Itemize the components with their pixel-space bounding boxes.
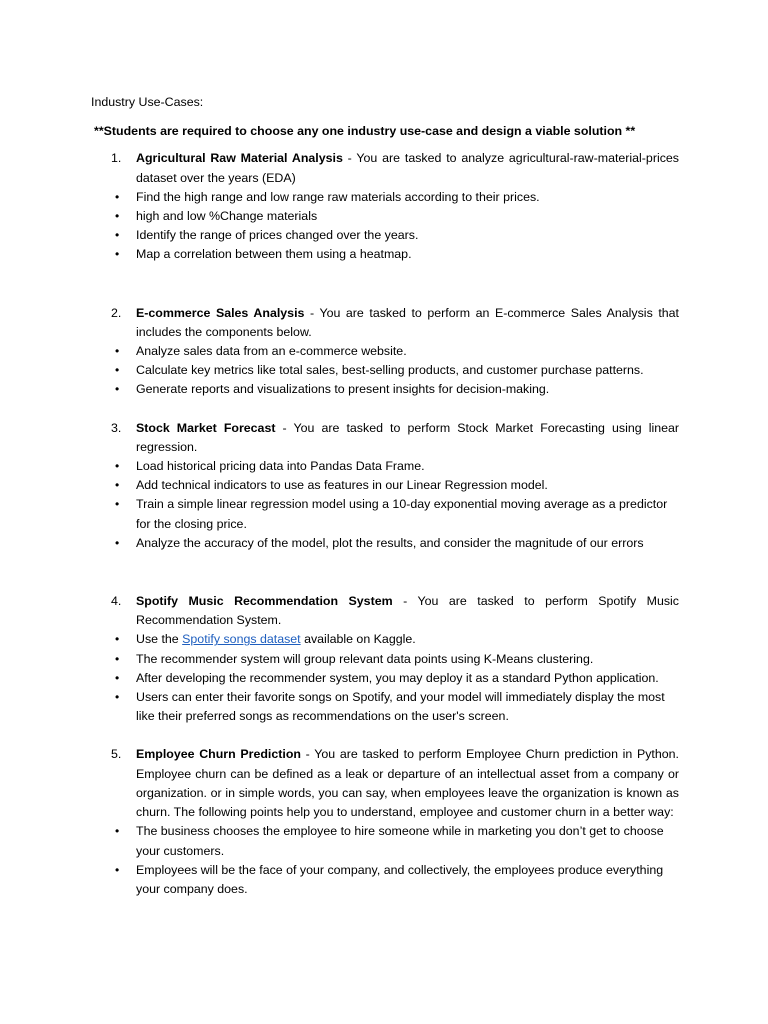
use-case-2-header	[91, 304, 679, 342]
use-case-3-bullets	[91, 457, 679, 553]
list-item	[91, 534, 679, 553]
bullet-text: Train a simple linear regression model using a 10-day exponential moving average as a predictor for the closing price.	[136, 497, 668, 531]
bullet-icon: •	[115, 363, 120, 378]
list-item	[91, 380, 679, 399]
use-case-number: 2.	[111, 305, 122, 320]
list-item	[91, 226, 679, 245]
use-case-title: Stock Market Forecast	[136, 420, 276, 435]
list-item	[91, 361, 679, 380]
bullet-icon: •	[115, 459, 120, 474]
use-case-title: Agricultural Raw Material Analysis	[136, 151, 343, 166]
use-case-2-bullets	[91, 342, 679, 400]
list-item	[91, 342, 679, 361]
use-case-1-bullets	[91, 188, 679, 265]
bullet-icon: •	[115, 189, 120, 204]
bullet-icon: •	[115, 824, 120, 839]
document-content	[91, 93, 679, 899]
use-case-2	[91, 304, 679, 400]
use-case-5-bullets	[91, 822, 679, 899]
bullet-text	[136, 630, 679, 649]
bullet-icon: •	[115, 382, 120, 397]
bullet-text: The business chooses the employee to hire someone while in marketing you don’t get to choose your customers.	[136, 824, 664, 858]
use-case-1-header	[91, 149, 679, 187]
use-case-5-text	[136, 745, 679, 822]
use-case-5-header	[91, 745, 679, 822]
bullet-icon: •	[115, 632, 120, 647]
list-item	[91, 669, 679, 688]
bullet-text: Add technical indicators to use as features in our Linear Regression model.	[136, 478, 548, 493]
page-heading: Industry Use-Cases:	[91, 95, 204, 109]
use-case-3-text	[136, 419, 679, 457]
list-item	[91, 188, 679, 207]
list-item	[91, 476, 679, 495]
bullet-suffix: available on Kaggle.	[300, 632, 416, 647]
use-case-description: - You are tasked to perform an E-commerce Sales Analysis that includes the components below.	[136, 305, 679, 339]
bullet-prefix: Use the	[136, 632, 183, 647]
instruction-text: **Students are required to choose any one industry use-case and design a viable solution **	[94, 124, 636, 139]
bullet-icon: •	[115, 862, 120, 877]
bullet-icon: •	[115, 478, 120, 493]
spacer	[91, 553, 679, 592]
use-case-number: 1.	[111, 151, 122, 166]
bullet-icon: •	[115, 228, 120, 243]
spacer	[91, 726, 679, 745]
bullet-icon: •	[115, 497, 120, 512]
bullet-text: The recommender system will group relevant data points using K-Means clustering.	[136, 651, 594, 666]
bullet-text: Calculate key metrics like total sales, best-selling products, and customer purchase patterns.	[136, 363, 644, 378]
use-case-description: - You are tasked to analyze agricultural-raw-material-prices dataset over the years (EDA)	[136, 151, 679, 185]
use-case-4-header	[91, 592, 679, 630]
list-item	[91, 650, 679, 669]
bullet-text: Users can enter their favorite songs on Spotify, and your model will immediately display the most like their preferred songs as recommendations on the user's screen.	[136, 690, 665, 724]
list-item	[91, 495, 679, 533]
list-item	[91, 688, 679, 726]
list-item	[91, 207, 679, 226]
list-item	[91, 822, 679, 860]
list-item	[91, 861, 679, 899]
use-case-1-text	[136, 149, 679, 187]
use-case-4-bullets	[91, 630, 679, 726]
use-case-2-text	[136, 304, 679, 342]
list-item	[91, 245, 679, 264]
bullet-text: Employees will be the face of your company, and collectively, the employees produce everything your company does.	[136, 862, 664, 896]
bullet-text: Load historical pricing data into Pandas Data Frame.	[136, 459, 425, 474]
bullet-text: high and low %Change materials	[136, 209, 318, 224]
bullet-icon: •	[115, 670, 120, 685]
bullet-text: Analyze sales data from an e-commerce website.	[136, 344, 407, 359]
use-case-number: 4.	[111, 594, 122, 609]
use-case-5	[91, 745, 679, 899]
bullet-icon: •	[115, 247, 120, 262]
list-item	[91, 457, 679, 476]
use-case-number: 5.	[111, 747, 122, 762]
use-case-3	[91, 419, 679, 553]
spacer	[91, 400, 679, 419]
bullet-icon: •	[115, 209, 120, 224]
bullet-text: Find the high range and low range raw materials according to their prices.	[136, 189, 540, 204]
list-item	[91, 630, 679, 649]
bullet-icon: •	[115, 690, 120, 705]
use-case-3-header	[91, 419, 679, 457]
bullet-text: Map a correlation between them using a heatmap.	[136, 247, 412, 262]
use-case-title: Employee Churn Prediction	[136, 747, 301, 762]
spotify-dataset-link[interactable]: Spotify songs dataset	[182, 632, 301, 647]
use-case-1	[91, 149, 679, 264]
use-case-description: - You are tasked to perform Spotify Music Recommendation System.	[136, 594, 679, 628]
use-case-description: - You are tasked to perform Stock Market Forecasting using linear regression.	[136, 420, 679, 454]
bullet-icon: •	[115, 344, 120, 359]
bullet-icon: •	[115, 535, 120, 550]
bullet-text: Generate reports and visualizations to present insights for decision-making.	[136, 382, 550, 397]
use-case-description: - You are tasked to perform Employee Churn prediction in Python. Employee churn can be defined as a leak or departure of an intellectual asset from a company or organization. or in simple words, you can say, when employees leave the organization is known as churn. The following points help you to understand, employee and customer churn in a better way:	[136, 747, 679, 820]
use-case-number: 3.	[111, 420, 122, 435]
use-case-title: E-commerce Sales Analysis	[136, 305, 305, 320]
bullet-icon: •	[115, 651, 120, 666]
bullet-text: Identify the range of prices changed over the years.	[136, 228, 419, 243]
spacer	[91, 265, 679, 304]
use-case-title: Spotify Music Recommendation System	[136, 594, 393, 609]
use-case-4-text	[136, 592, 679, 630]
use-case-4	[91, 592, 679, 726]
bullet-text: Analyze the accuracy of the model, plot the results, and consider the magnitude of our errors	[136, 535, 644, 550]
bullet-text: After developing the recommender system, you may deploy it as a standard Python application.	[136, 670, 659, 685]
